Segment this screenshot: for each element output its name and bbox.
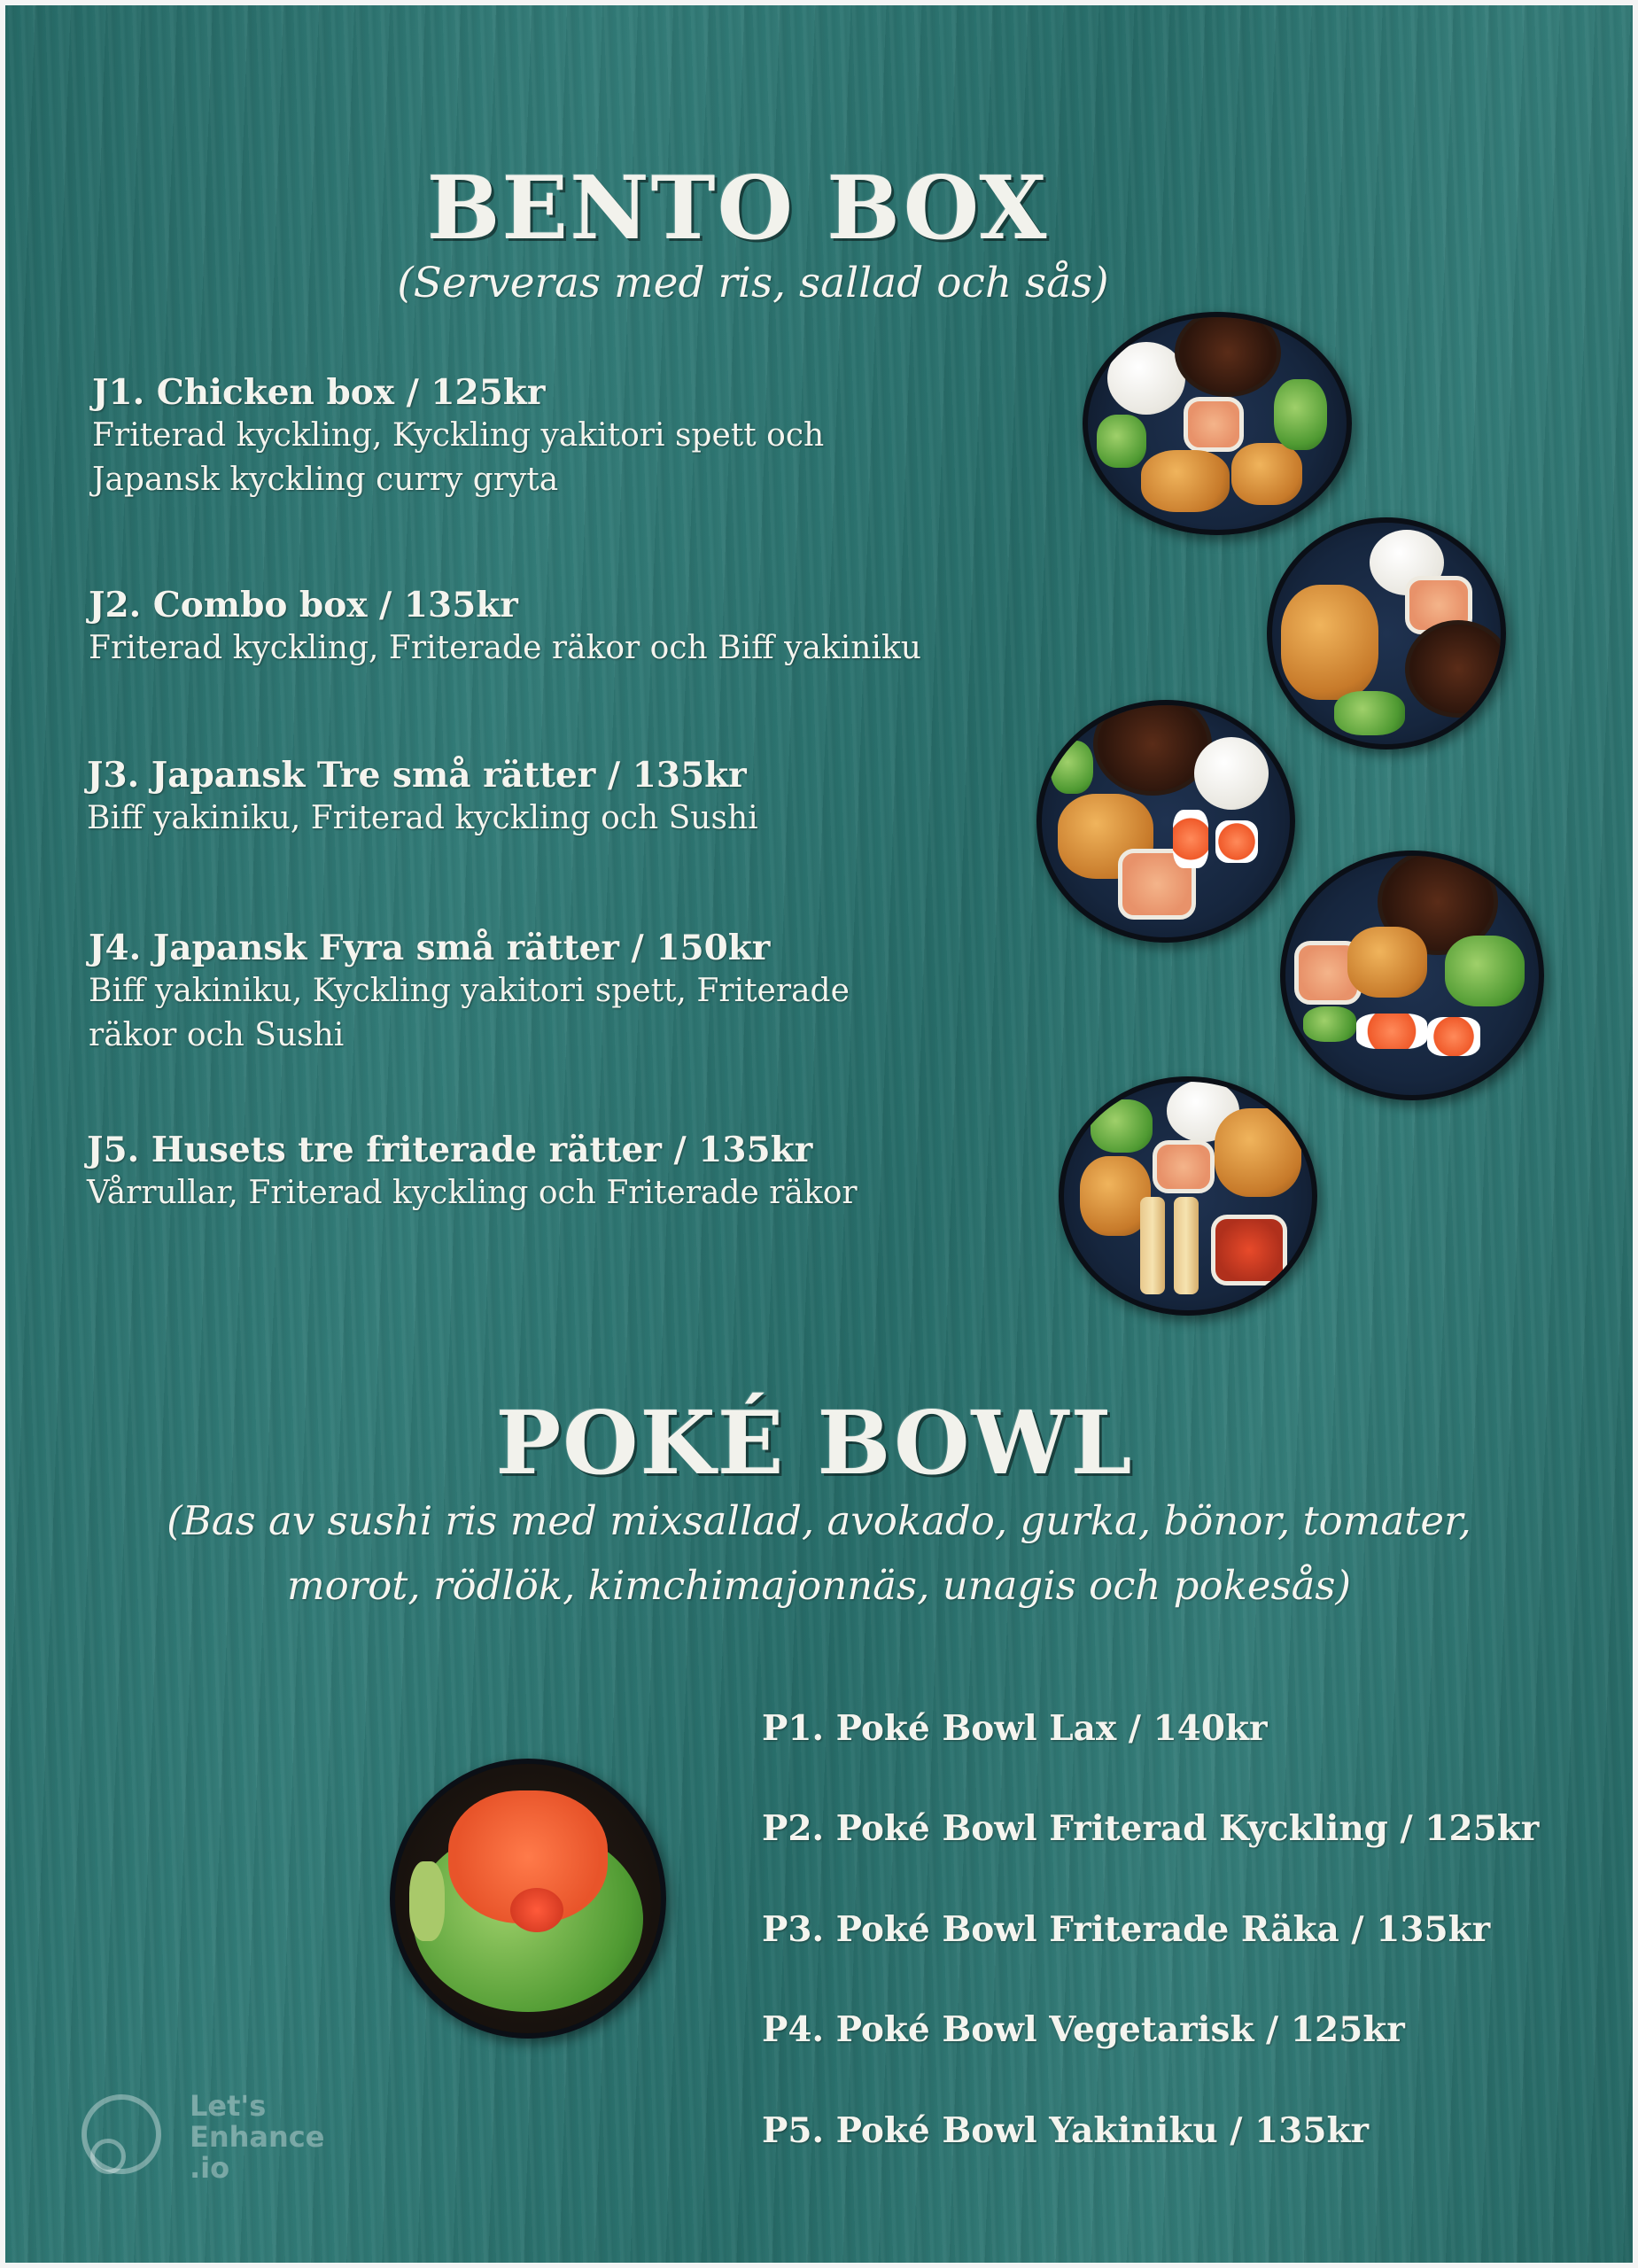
bento-item-j1	[92, 372, 943, 503]
watermark-text	[190, 2091, 324, 2185]
bento-item-title: J4. Japansk Fyra små rätter / 150kr	[89, 928, 771, 968]
bento-item-title: J2. Combo box / 135kr	[89, 585, 518, 625]
bento-item-j3	[87, 755, 973, 841]
watermark	[82, 2091, 347, 2188]
bento-photo-j2	[1267, 517, 1506, 750]
bento-subtitle: (Serveras med ris, sallad och sås)	[397, 259, 1109, 307]
bento-item-j4	[89, 928, 939, 1059]
bento-item-title: J5. Husets tre friterade rätter / 135kr	[87, 1130, 813, 1170]
watermark-line: .io	[190, 2151, 230, 2186]
bento-photo-j5	[1059, 1076, 1317, 1316]
bento-item-j2	[89, 585, 974, 671]
poke-bowl-photo	[390, 1759, 666, 2039]
watermark-logo-icon	[82, 2094, 161, 2174]
bento-item-title: J1. Chicken box / 125kr	[92, 372, 546, 413]
watermark-line: Enhance	[190, 2120, 325, 2155]
bento-item-desc: Friterad kyckling, Kyckling yakitori spett och Japansk kyckling curry gryta	[92, 416, 825, 499]
bento-item-desc: Biff yakiniku, Kyckling yakitori spett, Friterade räkor och Sushi	[89, 972, 850, 1054]
bento-photo-j1	[1083, 312, 1352, 535]
bento-item-desc: Biff yakiniku, Friterad kyckling och Sushi	[87, 799, 758, 836]
poke-title: POKÉ BOWL	[495, 1393, 1134, 1495]
poke-item-p5: P5. Poké Bowl Yakiniku / 135kr	[762, 2110, 1370, 2151]
poke-subtitle-line2: morot, rödlök, kimchimajonnäs, unagis och pokesås)	[286, 1562, 1352, 1609]
bento-item-desc: Friterad kyckling, Friterade räkor och Biff yakiniku	[89, 629, 921, 666]
bento-item-j5	[87, 1130, 973, 1216]
poke-item-p4: P4. Poké Bowl Vegetarisk / 125kr	[762, 2009, 1405, 2050]
bento-title: BENTO BOX	[426, 158, 1049, 260]
poke-subtitle-line1: (Bas av sushi ris med mixsallad, avokado, gurka, bönor, tomater,	[167, 1497, 1471, 1544]
poke-item-p1: P1. Poké Bowl Lax / 140kr	[762, 1708, 1268, 1749]
bento-item-desc: Vårrullar, Friterad kyckling och Friterade räkor	[87, 1174, 858, 1211]
poke-item-p3: P3. Poké Bowl Friterade Räka / 135kr	[762, 1909, 1491, 1950]
poke-item-p2: P2. Poké Bowl Friterad Kyckling / 125kr	[762, 1808, 1540, 1849]
bento-item-title: J3. Japansk Tre små rätter / 135kr	[87, 755, 747, 796]
bento-photo-j3	[1036, 700, 1295, 943]
watermark-line: Let's	[190, 2089, 267, 2123]
bento-photo-j4	[1280, 850, 1544, 1100]
